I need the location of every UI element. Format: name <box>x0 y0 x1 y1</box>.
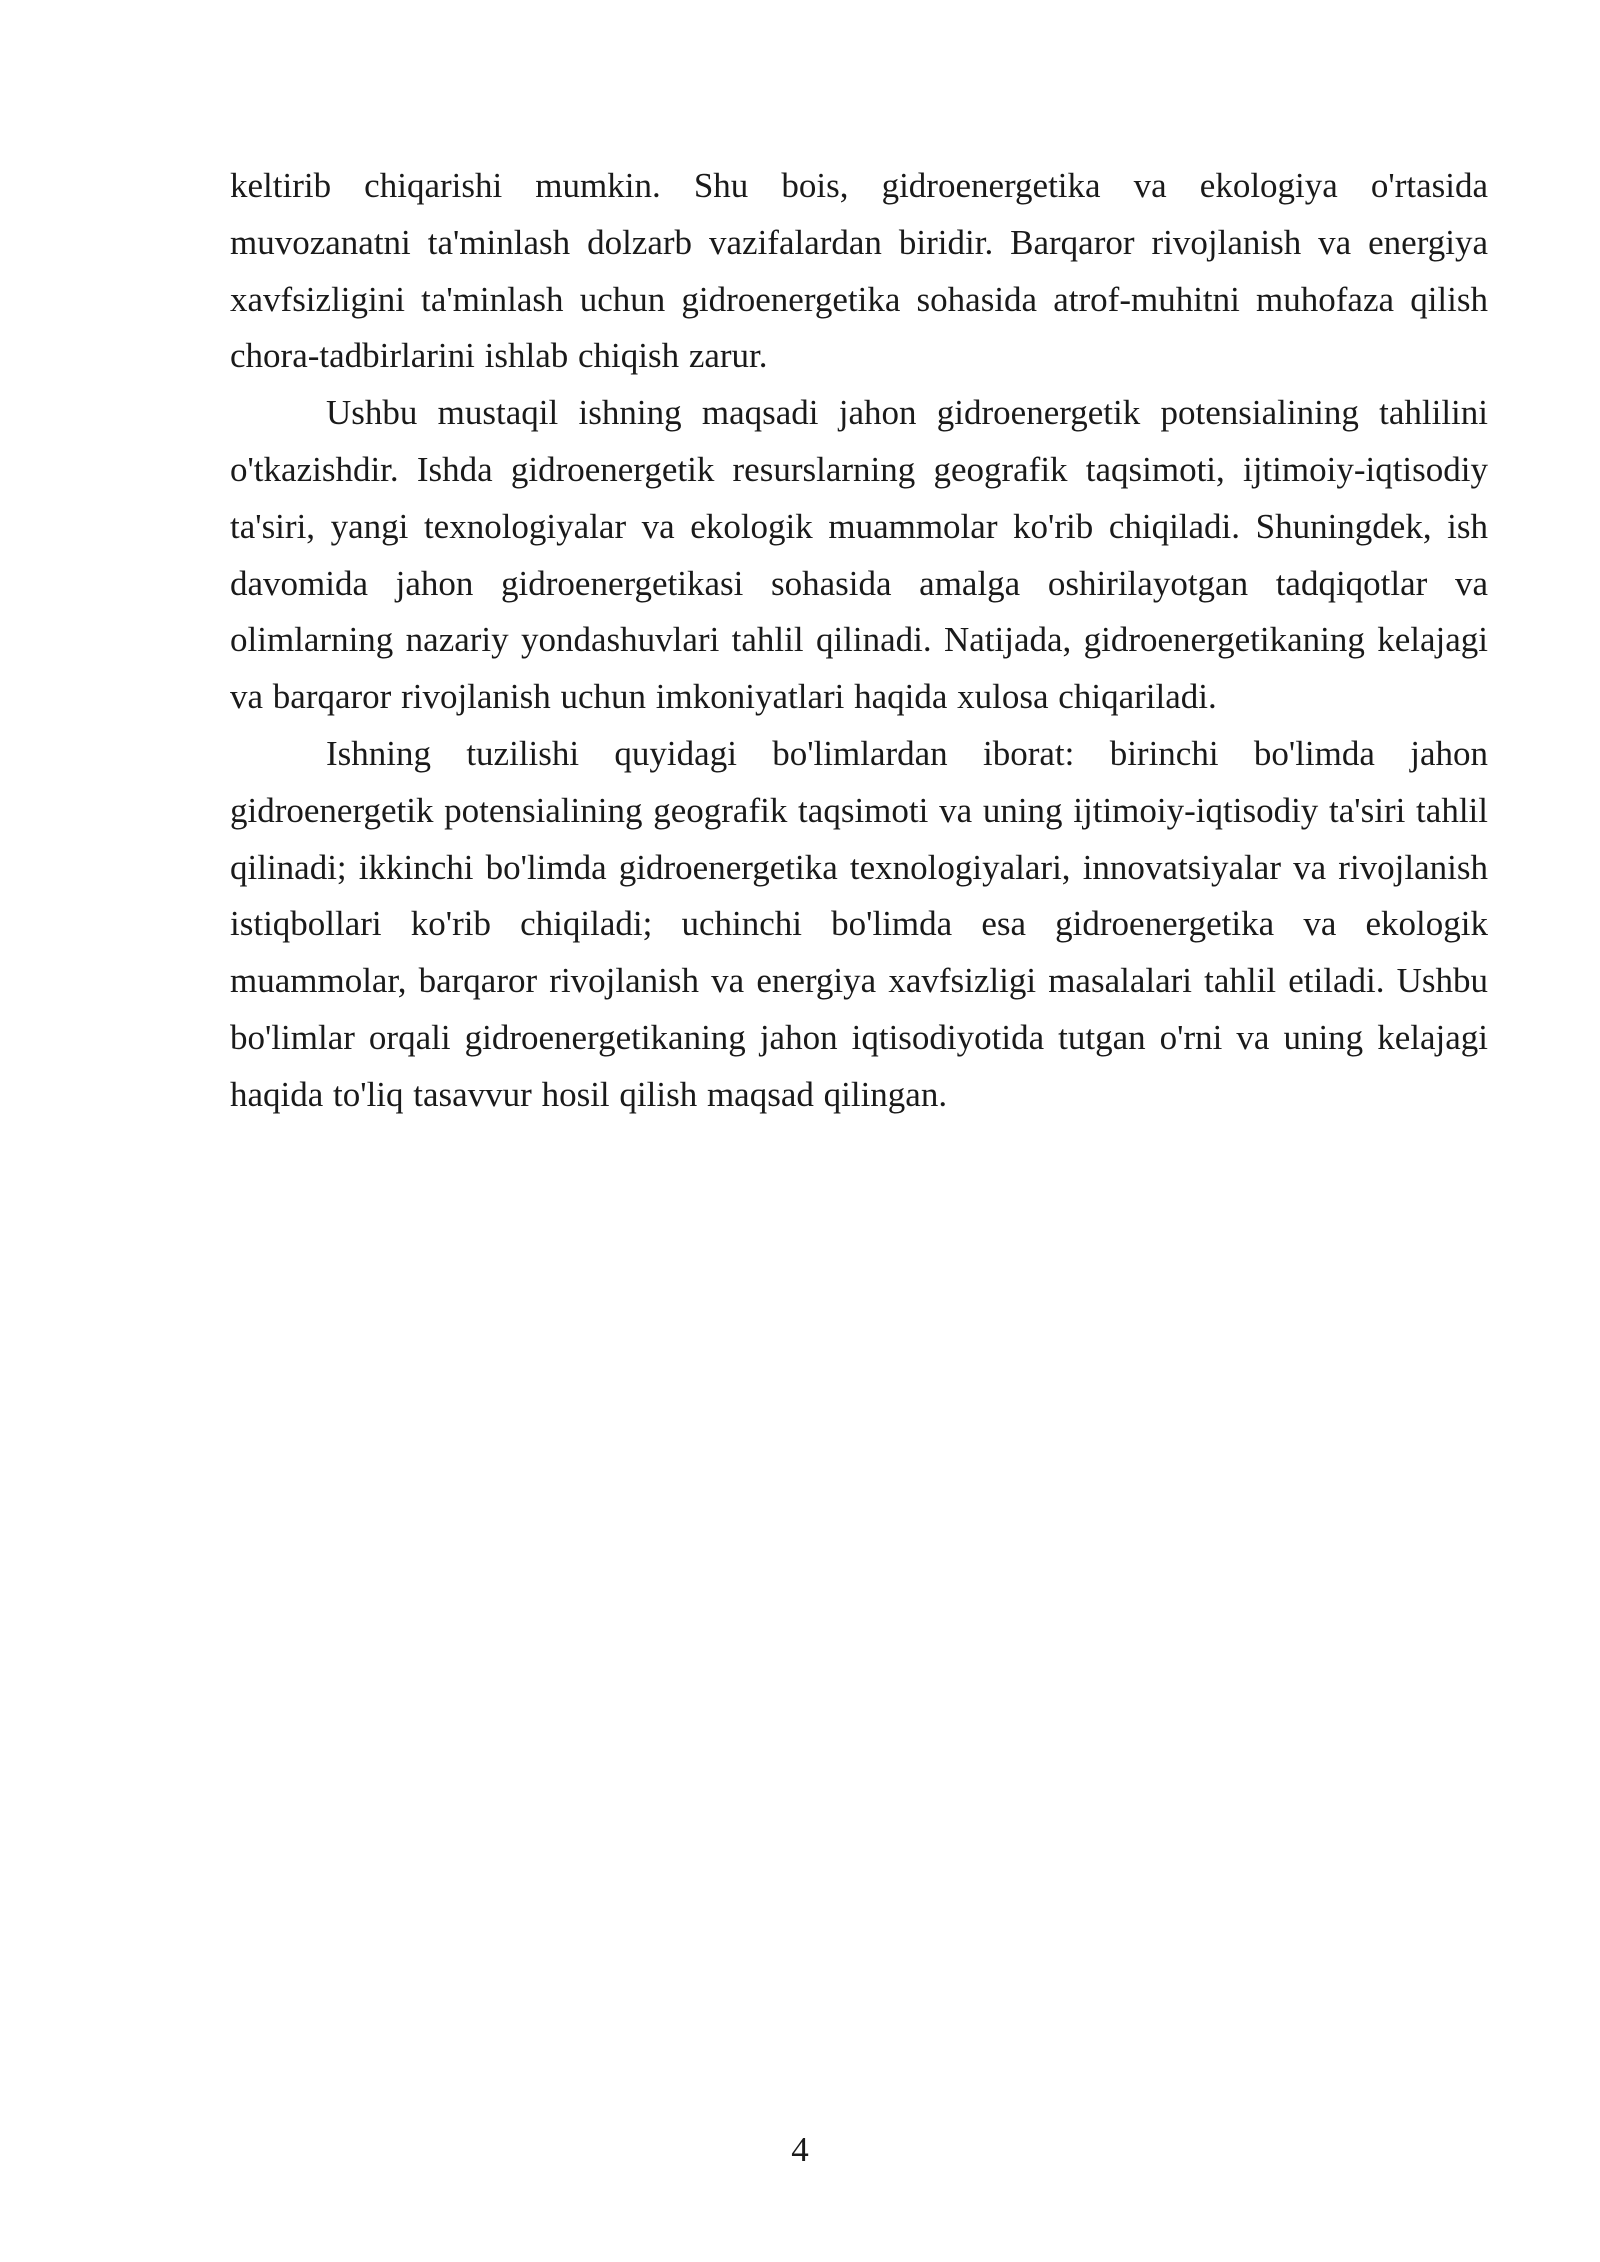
paragraph-structure: Ishning tuzilishi quyidagi bo'limlardan iborat: birinchi bo'limda jahon gidroenergetik potensialining geografik taqsimoti va uning ijtimoiy-iqtisodiy ta'siri tahlil qilinadi; ikkinchi bo'limda gidroenergetika texnologiyalari, innovatsiyalar va rivojlanish istiqbollari ko'rib chiqiladi; uchinchi bo'limda esa gidroenergetika va ekologik muammolar, barqaror rivojlanish va energiya xavfsizligi masalalari tahlil etiladi. Ushbu bo'limlar orqali gidroenergetikaning jahon iqtisodiyotida tutgan o'rni va uning kelajagi haqida to'liq tasavvur hosil qilish maqsad qilingan. <box>230 733 1488 1114</box>
body-text <box>230 158 1488 1124</box>
page-number: 4 <box>791 2130 809 2169</box>
paragraph-purpose: Ushbu mustaqil ishning maqsadi jahon gidroenergetik potensialining tahlilini o'tkazishdir. Ishda gidroenergetik resurslarning geografik taqsimoti, ijtimoiy-iqtisodiy ta'siri, yangi texnologiyalar va ekologik muammolar ko'rib chiqiladi. Shuningdek, ish davomida jahon gidroenergetikasi sohasida amalga oshirilayotgan tadqiqotlar va olimlarning nazariy yondashuvlari tahlil qilinadi. Natijada, gidroenergetikaning kelajagi va barqaror rivojlanish uchun imkoniyatlari haqida xulosa chiqariladi. <box>230 393 1488 717</box>
paragraph-continuation: keltirib chiqarishi mumkin. Shu bois, gidroenergetika va ekologiya o'rtasida muvozanatni ta'minlash dolzarb vazifalardan biridir. Barqaror rivojlanish va energiya xavfsizligini ta'minlash uchun gidroenergetika sohasida atrof-muhitni muhofaza qilish chora-tadbirlarini ishlab chiqish zarur. <box>230 166 1488 376</box>
